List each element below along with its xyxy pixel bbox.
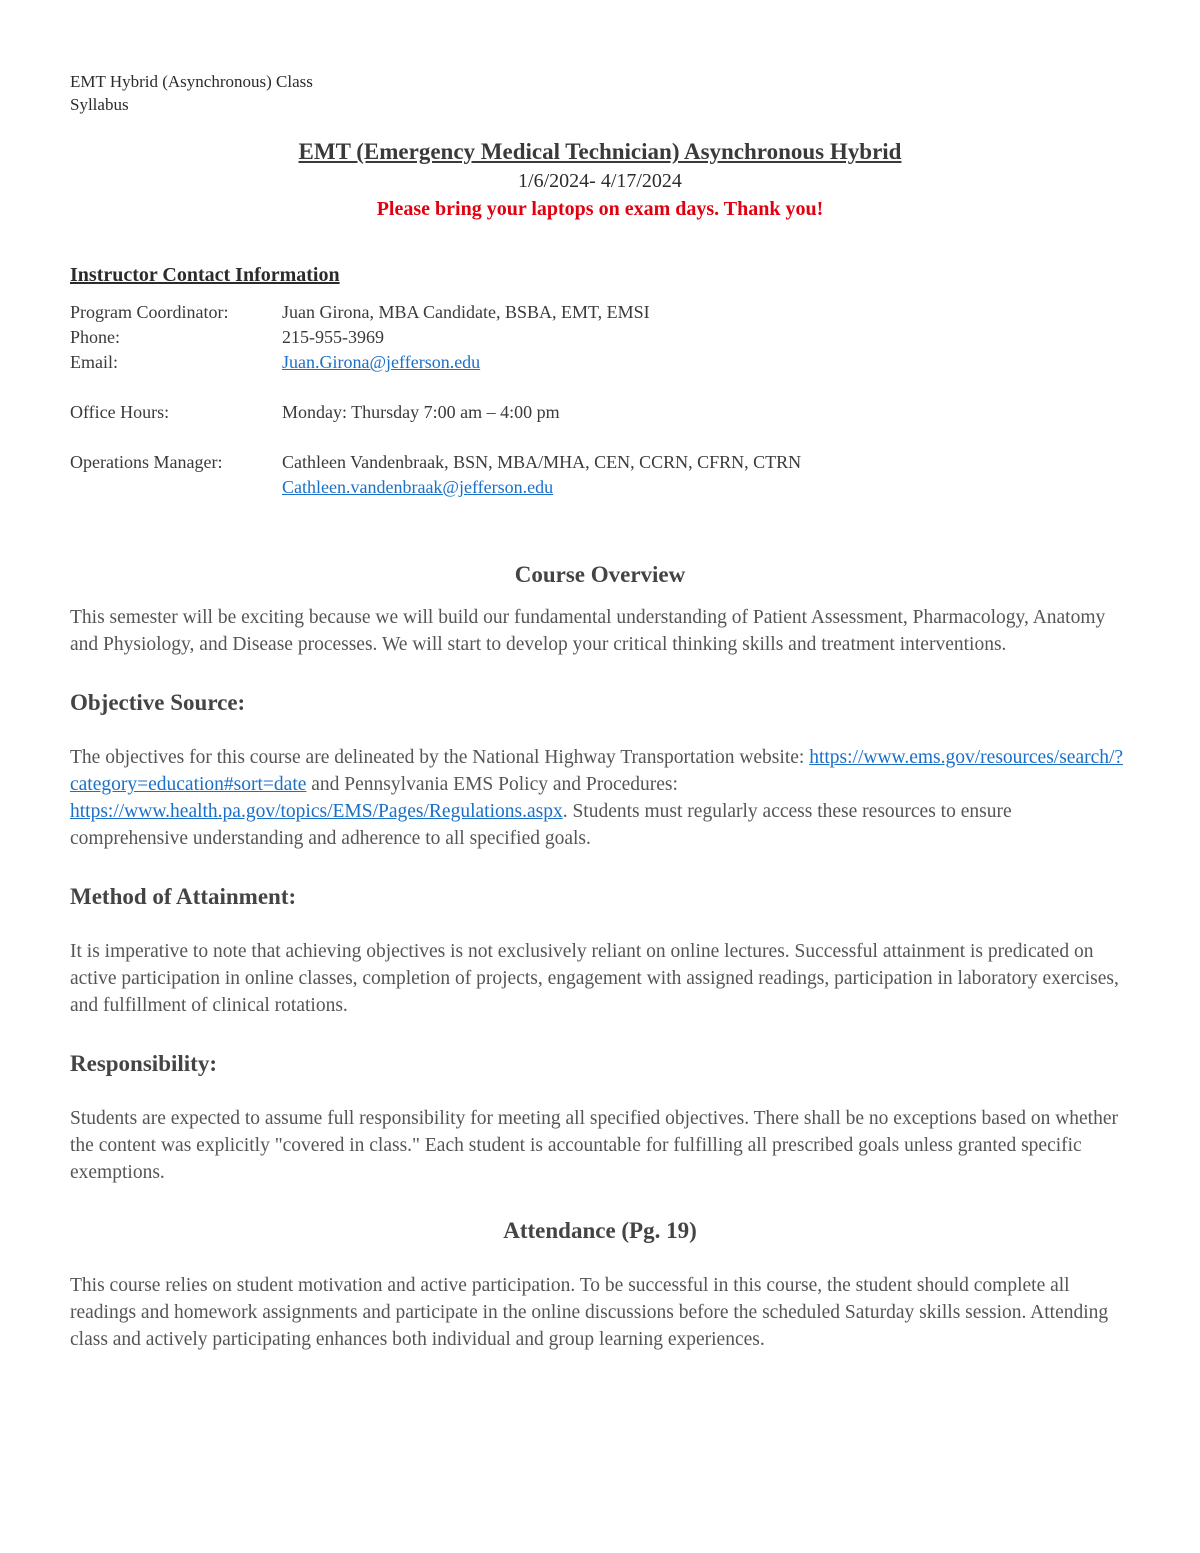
- office-hours-label: Office Hours:: [70, 402, 170, 422]
- course-title: EMT (Emergency Medical Technician) Asynchronous Hybrid: [298, 139, 902, 164]
- objective-source-text-after: . Students must regularly access these resources to ensure comprehensive understanding and adherence to all specified goals.: [70, 801, 1012, 849]
- contact-heading: Instructor Contact Information: [70, 264, 340, 286]
- objective-source-text: [70, 744, 1130, 852]
- document-header-line-2: Syllabus: [70, 95, 129, 114]
- ems-gov-link[interactable]: https://www.ems.gov/resources/search/?category=education#sort=date: [70, 747, 1124, 795]
- coordinator-email-link[interactable]: Juan.Girona@jefferson.edu: [282, 352, 481, 372]
- document-header-line-1: EMT Hybrid (Asynchronous) Class: [70, 72, 313, 91]
- operations-manager-value: Cathleen Vandenbraak, BSN, MBA/MHA, CEN, CCRN, CFRN, CTRN: [282, 452, 802, 472]
- contact-row-coordinator: [70, 300, 1130, 325]
- syllabus-page: [70, 70, 1130, 1353]
- contact-row-office-hours: [70, 400, 1130, 425]
- exam-notice: Please bring your laptops on exam days. Thank you!: [376, 198, 824, 220]
- contact-row-operations-email: [70, 475, 1130, 500]
- course-overview-heading: Course Overview: [514, 562, 686, 587]
- objective-source-heading: Objective Source:: [70, 690, 246, 715]
- attendance-heading: Attendance (Pg. 19): [503, 1218, 697, 1243]
- coordinator-label: Program Coordinator:: [70, 302, 229, 322]
- phone-label: Phone:: [70, 327, 121, 347]
- title-block: [70, 136, 1130, 224]
- method-heading: Method of Attainment:: [70, 884, 297, 909]
- objective-source-text-middle: and Pennsylvania EMS Policy and Procedures:: [306, 774, 678, 795]
- attendance-text: This course relies on student motivation and active participation. To be successful in this course, the student should complete all readings and homework assignments and participate in the online discussions before the scheduled Saturday skills session. Attending class and actively participating enhances both individual and group learning experiences.: [70, 1275, 1109, 1350]
- responsibility-heading: Responsibility:: [70, 1051, 217, 1076]
- phone-value: 215-955-3969: [282, 327, 384, 347]
- method-text: It is imperative to note that achieving objectives is not exclusively reliant on online lectures. Successful attainment is predicated on active participation in online classes, completion of projects, engagement with assigned readings, participation in laboratory exercises, and fulfillment of clinical rotations.: [70, 941, 1119, 1016]
- contact-row-operations-manager: [70, 450, 1130, 475]
- course-dates: 1/6/2024- 4/17/2024: [518, 170, 682, 192]
- course-overview-text: This semester will be exciting because we will build our fundamental understanding of Patient Assessment, Pharmacology, Anatomy and Physiology, and Disease processes. We will start to develop your critical thinking skills and treatment interventions.: [70, 607, 1106, 655]
- responsibility-text: Students are expected to assume full responsibility for meeting all specified objectives. There shall be no exceptions based on whether the content was explicitly "covered in class." Each student is accountable for fulfilling all prescribed goals unless granted specific exemptions.: [70, 1108, 1119, 1183]
- contact-table: [70, 300, 1130, 500]
- contact-row-email: [70, 350, 1130, 375]
- operations-manager-email-link[interactable]: Cathleen.vandenbraak@jefferson.edu: [282, 477, 554, 497]
- contact-row-phone: [70, 325, 1130, 350]
- email-label: Email:: [70, 352, 118, 372]
- coordinator-value: Juan Girona, MBA Candidate, BSBA, EMT, EMSI: [282, 302, 650, 322]
- office-hours-value: Monday: Thursday 7:00 am – 4:00 pm: [282, 402, 560, 422]
- email-value-wrapper: [282, 350, 1130, 375]
- objective-source-text-before: The objectives for this course are delineated by the National Highway Transportation website:: [70, 747, 810, 768]
- ops-email-wrapper: [282, 475, 1130, 500]
- pa-health-link[interactable]: https://www.health.pa.gov/topics/EMS/Pages/Regulations.aspx: [70, 801, 563, 822]
- operations-manager-label: Operations Manager:: [70, 452, 223, 472]
